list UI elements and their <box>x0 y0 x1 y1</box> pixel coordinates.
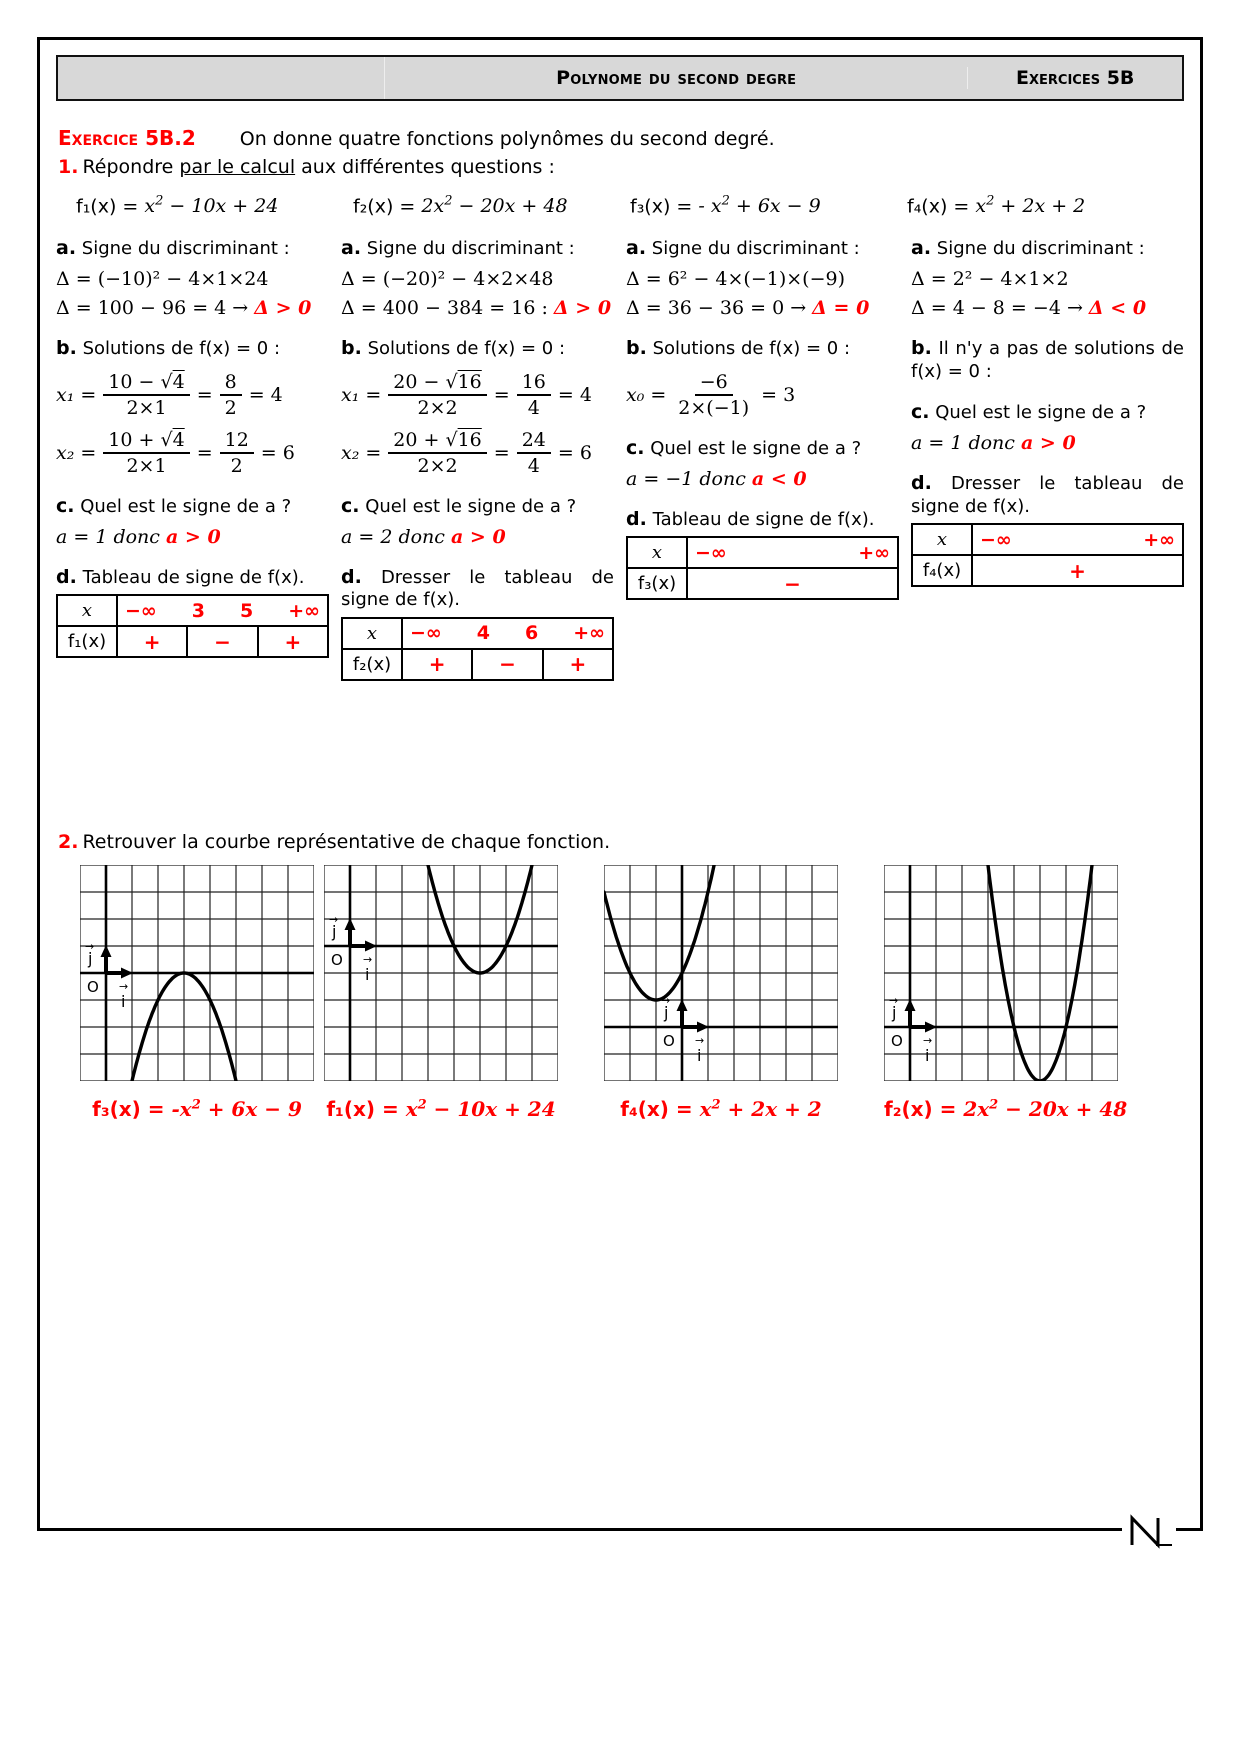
svg-text:i: i <box>121 992 126 1012</box>
graph-f3 <box>80 865 314 1121</box>
section-d-title: d. Tableau de signe de f(x). <box>56 565 305 588</box>
delta-line-2: Δ = 100 − 96 = 4 → Δ > 0 <box>56 297 312 320</box>
publisher-n-logo <box>1122 1513 1176 1549</box>
svg-text:j: j <box>892 1003 897 1023</box>
graph-label-f1: $f_1(x) = x^2 - 10x + 24$ <box>326 1097 556 1122</box>
fraction: $\frac{20 - √16}{2\times 2}$ <box>388 371 486 419</box>
page-title: Polynome du second degre <box>385 67 969 89</box>
svg-text:j: j <box>332 922 337 942</box>
question-1 <box>58 156 1182 178</box>
c-answer: a = −1 donc a < 0 <box>626 467 807 490</box>
table-row-x <box>343 619 612 648</box>
delta-sign-result: Δ > 0 <box>553 297 612 320</box>
graph-f1 <box>324 865 558 1121</box>
graph-f2 <box>884 865 1128 1122</box>
svg-text:O: O <box>891 1032 903 1051</box>
sign-table-f1 <box>56 594 329 658</box>
exercise-tag: Exercice 5B.2 <box>58 126 196 150</box>
section-d-title: d. Dresser le tableau de signe de f(x). <box>911 472 1184 517</box>
svg-text:O: O <box>331 951 343 970</box>
section-b-title: b. Solutions de f(x) = 0 : <box>56 337 281 360</box>
fraction: $\frac{24}{4}$ <box>517 429 551 477</box>
svg-text:→: → <box>329 913 339 927</box>
functions-row <box>76 194 1184 217</box>
page-frame <box>37 37 1203 1531</box>
question-1-post: aux différentes questions : <box>295 156 555 178</box>
graphs-row <box>80 865 1184 1121</box>
fraction: $\frac{10 + √4}{2\times 1}$ <box>103 429 189 477</box>
graph-label-f4: $f_4(x) = x^2 + 2x + 2$ <box>620 1097 822 1122</box>
section-d-title: d. Dresser le tableau de signe de f(x). <box>341 565 614 611</box>
column-f2 <box>341 237 614 681</box>
c-answer: a = 1 donc a > 0 <box>56 525 221 548</box>
delta-line-1: Δ = 6² − 4×(−1)×(−9) <box>626 268 846 291</box>
sign-table-f2 <box>341 617 614 681</box>
graph-canvas-f2 <box>884 865 1118 1081</box>
table-var: x <box>58 596 118 625</box>
function-f2: $f_2(x) = 2x^2 - 20x + 48$ <box>353 194 568 218</box>
c-answer: a = 2 donc a > 0 <box>341 525 506 548</box>
sign-table-f4 <box>911 523 1184 587</box>
header-bar <box>56 55 1184 101</box>
svg-text:→: → <box>85 940 95 954</box>
table-row-x <box>58 596 327 625</box>
fraction: $\frac{12}{2}$ <box>220 429 254 477</box>
section-b-title: b. Il n'y a pas de solutions de f(x) = 0 : <box>911 337 1184 382</box>
graph-label-f3: $f_3(x) = -x^2 + 6x - 9$ <box>92 1097 302 1122</box>
calculation-columns <box>56 237 1184 815</box>
table-x-values: −∞ 4 6 +∞ <box>410 622 605 645</box>
table-row-signs <box>343 648 612 679</box>
svg-text:→: → <box>119 980 129 994</box>
table-fn: f₄(x) <box>913 556 973 585</box>
fraction: $\frac{20 + √16}{2\times 2}$ <box>388 429 486 477</box>
svg-text:O: O <box>663 1032 675 1051</box>
sign-table-f3 <box>626 536 899 600</box>
graph-label-f2: $f_2(x) = 2x^2 - 20x + 48$ <box>884 1097 1128 1122</box>
solution-x0: x₀ = $\frac{-6}{2\times(-1)}$ = 3 <box>626 370 796 419</box>
table-row-signs <box>913 554 1182 585</box>
question-2-number: 2. <box>58 831 79 854</box>
delta-line-1: Δ = 2² − 4×1×2 <box>911 268 1069 291</box>
table-var: x <box>628 538 688 567</box>
fraction: $\frac{8}{2}$ <box>220 371 242 419</box>
question-1-number: 1. <box>58 156 79 178</box>
fraction: $\frac{-6}{2\times(-1)}$ <box>678 370 750 419</box>
table-x-values: −∞ +∞ <box>695 541 890 564</box>
table-signs: + − + <box>403 650 612 679</box>
header-exercises-label: Exercices 5B <box>1016 67 1135 89</box>
svg-text:j: j <box>664 1003 669 1023</box>
delta-line-2: Δ = 400 − 384 = 16 : Δ > 0 <box>341 297 612 320</box>
question-2 <box>58 831 1182 853</box>
delta-line-1: Δ = (−20)² − 4×2×48 <box>341 268 554 291</box>
delta-sign-result: Δ = 0 <box>812 297 870 320</box>
table-x-values: −∞ +∞ <box>980 528 1175 551</box>
function-f4: $f_4(x) = x^2 + 2x + 2$ <box>907 194 1086 218</box>
graph-canvas-f4 <box>604 865 838 1081</box>
svg-text:→: → <box>661 994 671 1008</box>
exercise-intro-text: On donne quatre fonctions polynômes du second degré. <box>239 128 775 150</box>
section-c-title: c. Quel est le signe de a ? <box>341 494 577 517</box>
svg-text:→: → <box>363 953 373 967</box>
exercise-intro <box>58 126 1182 150</box>
svg-text:O: O <box>87 978 99 997</box>
solution-x2: x₂ = $\frac{10 + √4}{2\times 1}$ = $\frac{12}{2}$ = 6 <box>56 428 295 477</box>
section-a-title: a. Signe du discriminant : <box>341 237 575 260</box>
table-fn: f₁(x) <box>58 627 118 656</box>
table-row-x <box>913 525 1182 554</box>
a-sign-result: a > 0 <box>165 525 221 548</box>
column-f1 <box>56 237 329 658</box>
svg-text:→: → <box>923 1034 933 1048</box>
svg-text:→: → <box>695 1034 705 1048</box>
fraction: $\frac{16}{4}$ <box>517 371 551 419</box>
section-b-title: b. Solutions de f(x) = 0 : <box>626 337 851 360</box>
question-1-pre: Répondre <box>82 156 180 178</box>
delta-line-2: Δ = 4 − 8 = −4 → Δ < 0 <box>911 297 1147 320</box>
solution-x1: x₁ = $\frac{20 - √16}{2\times 2}$ = $\frac{16}{4}$ = 4 <box>341 370 592 419</box>
column-f3 <box>626 237 899 600</box>
table-signs: + <box>1069 558 1086 583</box>
table-row-signs <box>58 625 327 656</box>
table-fn: f₃(x) <box>628 569 688 598</box>
a-sign-result: a > 0 <box>450 525 506 548</box>
svg-text:j: j <box>88 949 93 969</box>
solution-x1: x₁ = $\frac{10 - √4}{2\times 1}$ = $\frac{8}{2}$ = 4 <box>56 370 283 419</box>
svg-text:i: i <box>697 1046 702 1066</box>
section-a-title: a. Signe du discriminant : <box>56 237 290 260</box>
table-var: x <box>343 619 403 648</box>
table-signs: + − + <box>118 627 327 656</box>
section-a-title: a. Signe du discriminant : <box>626 237 860 260</box>
delta-sign-result: Δ > 0 <box>254 297 312 320</box>
table-row-signs <box>628 567 897 598</box>
c-answer: a = 1 donc a > 0 <box>911 432 1076 455</box>
table-var: x <box>913 525 973 554</box>
a-sign-result: a > 0 <box>1020 432 1076 455</box>
table-row-x <box>628 538 897 567</box>
section-c-title: c. Quel est le signe de a ? <box>911 401 1147 424</box>
section-d-title: d. Tableau de signe de f(x). <box>626 507 875 530</box>
graph-canvas-f3 <box>80 865 314 1081</box>
question-2-text: Retrouver la courbe représentative de chaque fonction. <box>82 831 611 854</box>
graph-f4 <box>604 865 838 1121</box>
question-1-underlined: par le calcul <box>179 156 296 178</box>
svg-text:i: i <box>925 1046 930 1066</box>
svg-text:i: i <box>365 965 370 985</box>
table-fn: f₂(x) <box>343 650 403 679</box>
section-c-title: c. Quel est le signe de a ? <box>56 494 292 517</box>
graph-canvas-f1 <box>324 865 558 1081</box>
delta-line-1: Δ = (−10)² − 4×1×24 <box>56 268 269 291</box>
column-f4 <box>911 237 1184 587</box>
function-f1: $f_1(x) = x^2 - 10x + 24$ <box>76 194 279 218</box>
table-x-values: −∞ 3 5 +∞ <box>125 599 320 622</box>
section-c-title: c. Quel est le signe de a ? <box>626 436 862 459</box>
delta-line-2: Δ = 36 − 36 = 0 → Δ = 0 <box>626 297 870 320</box>
section-a-title: a. Signe du discriminant : <box>911 237 1145 260</box>
delta-sign-result: Δ < 0 <box>1088 297 1147 320</box>
svg-text:→: → <box>889 994 899 1008</box>
a-sign-result: a < 0 <box>751 467 807 490</box>
header-empty-cell <box>58 57 385 99</box>
table-signs: − <box>784 571 801 596</box>
fraction: $\frac{10 - √4}{2\times 1}$ <box>103 371 189 419</box>
function-f3: f₃(x) = - $x^2 + 6x - 9$ <box>630 194 821 218</box>
section-b-title: b. Solutions de f(x) = 0 : <box>341 337 566 360</box>
solution-x2: x₂ = $\frac{20 + √16}{2\times 2}$ = $\frac{24}{4}$ = 6 <box>341 428 592 477</box>
